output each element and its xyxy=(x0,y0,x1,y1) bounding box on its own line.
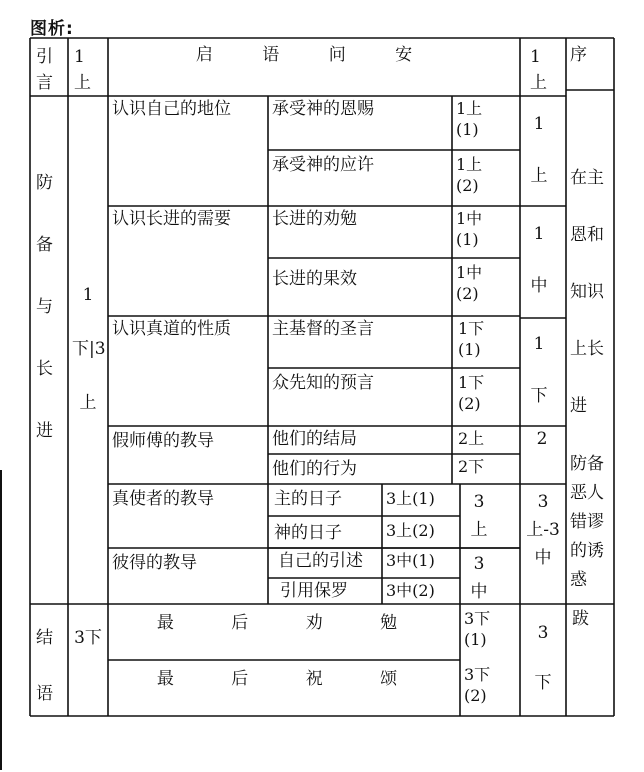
section-item-ref: 2上 xyxy=(458,429,485,448)
section-item-text: 主基督的圣言 xyxy=(272,319,374,339)
intro-ref-right: 1上 xyxy=(530,47,547,93)
section-item-ref: 3中(2) xyxy=(386,581,435,600)
conclusion-ref: 3下 xyxy=(74,628,102,648)
conclusion-item-ref: 3下(2) xyxy=(464,665,491,705)
page-edge-mark xyxy=(0,470,2,770)
section-item-ref: 2下 xyxy=(458,457,485,476)
section-title: 认识自己的地位 xyxy=(112,99,231,119)
section-item-ref: 1中(1) xyxy=(456,209,483,249)
section-item-text: 承受神的应许 xyxy=(272,155,374,175)
section-ref-right: 2 xyxy=(536,429,548,449)
section-item-text: 神的日子 xyxy=(274,523,342,543)
figure-heading: 图析: xyxy=(30,19,74,39)
section-item-text: 承受神的恩赐 xyxy=(272,99,374,119)
theme-top: 在主恩和知识上长进 xyxy=(570,168,604,416)
conclusion-ref-right: 3下 xyxy=(534,623,552,693)
section-item-ref: 1下(1) xyxy=(458,319,485,359)
section-ref-right: 1上 xyxy=(530,114,548,186)
section-item-text: 主的日子 xyxy=(274,489,342,509)
section-title: 认识长进的需要 xyxy=(112,209,231,229)
section-item-ref: 1上(2) xyxy=(456,155,483,195)
conclusion-item-text: 最 后 祝 颂 xyxy=(156,669,424,689)
section-item-text: 引用保罗 xyxy=(280,581,348,601)
span-ref: 3上-3中 xyxy=(526,492,560,568)
section-item-ref: 3上(1) xyxy=(386,489,435,508)
section-item-ref: 1上(1) xyxy=(456,99,483,139)
conclusion-theme: 跋 xyxy=(572,609,589,629)
intro-ref: 1上 xyxy=(74,47,91,93)
body-ref: 1下|3上 xyxy=(72,285,106,413)
section-ref-right: 1中 xyxy=(530,224,548,296)
intro-label: 引言 xyxy=(36,47,53,93)
conclusion-item-ref: 3下(1) xyxy=(464,609,491,649)
section-title: 认识真道的性质 xyxy=(112,319,231,339)
section-item-ref: 1中(2) xyxy=(456,263,483,303)
section-item-text: 长进的劝勉 xyxy=(272,209,357,229)
intro-theme: 序 xyxy=(570,45,587,65)
body-label: 防备与长进 xyxy=(36,173,53,441)
section-item-text: 众先知的预言 xyxy=(272,373,374,393)
section-item-text: 他们的行为 xyxy=(272,459,357,479)
section-item-ref: 3上(2) xyxy=(386,521,435,540)
section-ref-right: 1下 xyxy=(530,334,548,406)
section-item-text: 自己的引述 xyxy=(278,551,363,571)
intro-title: 启 语 问 安 xyxy=(195,45,435,65)
theme-bottom: 防备恶人错谬的诱惑 xyxy=(570,454,604,590)
conclusion-label: 结语 xyxy=(36,628,53,704)
section-item-text: 长进的果效 xyxy=(272,269,357,289)
section-item-text: 他们的结局 xyxy=(272,429,357,449)
section-title: 真使者的教导 xyxy=(112,489,214,509)
section-item-ref: 1下(2) xyxy=(458,373,485,413)
section-ref-right: 3中 xyxy=(470,554,488,602)
conclusion-item-text: 最 后 劝 勉 xyxy=(156,613,424,633)
section-title: 假师傅的教导 xyxy=(112,431,214,451)
section-item-ref: 3中(1) xyxy=(386,551,435,570)
section-ref-right: 3上 xyxy=(470,492,488,540)
section-title: 彼得的教导 xyxy=(112,553,197,573)
